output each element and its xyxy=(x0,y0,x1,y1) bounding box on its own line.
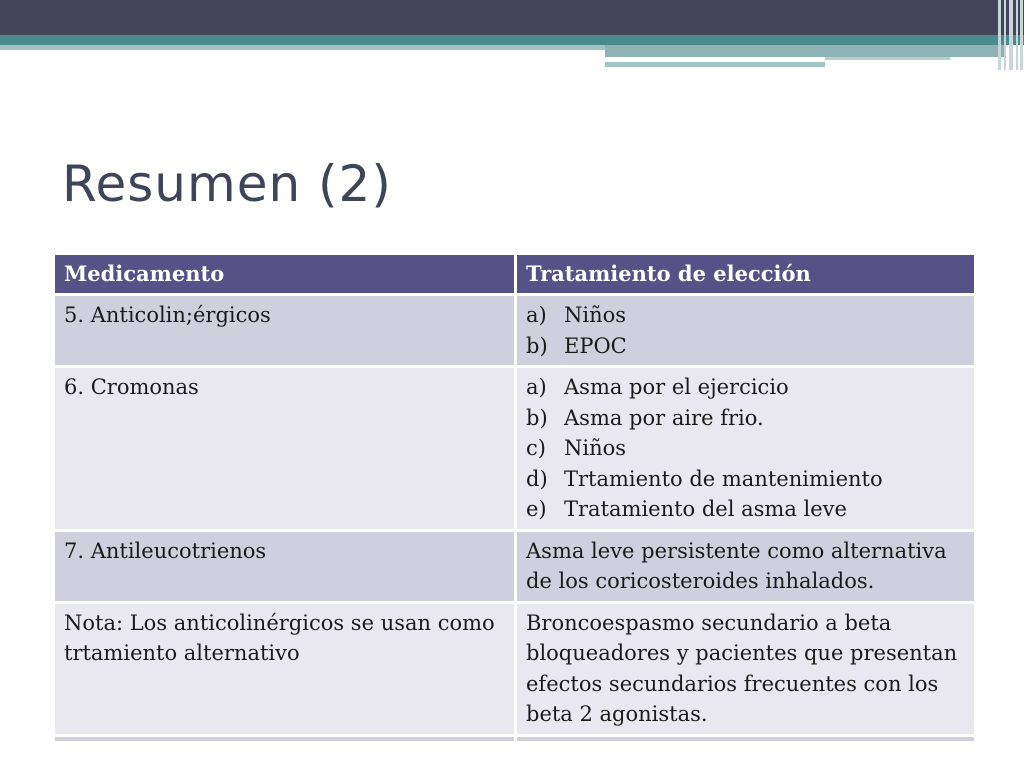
table-row xyxy=(54,367,976,531)
list-item-text: Niños xyxy=(564,436,627,460)
list-item xyxy=(526,331,966,362)
table-row xyxy=(54,530,976,602)
list-item-text: Asma por aire frio. xyxy=(564,405,764,430)
list-marker: e) xyxy=(526,497,547,521)
banner-light-band-right xyxy=(605,45,1005,57)
list-item-text: Niños xyxy=(564,303,627,327)
column-header-medicamento: Medicamento xyxy=(54,254,516,295)
drug-cell: Nota: Los anticolinérgicos se usan como trtamiento alternativo xyxy=(54,602,516,735)
drug-cell: 7. Antileucotrienos xyxy=(54,530,516,602)
empty-cell xyxy=(516,735,976,742)
list-item-text: Trtamiento de mantenimiento xyxy=(564,466,883,491)
empty-cell xyxy=(54,735,516,742)
list-marker: b) xyxy=(526,405,548,430)
slide-title: Resumen (2) xyxy=(62,155,392,213)
column-header-tratamiento: Tratamiento de elección xyxy=(516,254,976,295)
list-item xyxy=(526,372,966,403)
list-item xyxy=(526,403,966,434)
list-marker: b) xyxy=(526,333,548,358)
banner-stripes xyxy=(994,0,1024,70)
list-marker: a) xyxy=(526,375,547,399)
treatment-cell: Broncoespasmo secundario a beta bloqueadores y pacientes que presentan efectos secundarios frecuentes con los beta 2 agonistas. xyxy=(516,602,976,735)
treatment-cell xyxy=(516,367,976,531)
drug-cell: 6. Cromonas xyxy=(54,367,516,531)
list-marker: a) xyxy=(526,303,547,327)
drug-cell: 5. Anticolin;érgicos xyxy=(54,295,516,367)
list-item xyxy=(526,464,966,495)
list-marker: c) xyxy=(526,436,546,460)
list-item-text: Tratamiento del asma leve xyxy=(564,497,847,521)
list-item xyxy=(526,300,966,331)
list-item-text: EPOC xyxy=(564,333,627,358)
list-item xyxy=(526,433,966,464)
treatment-cell xyxy=(516,295,976,367)
summary-table xyxy=(52,252,977,744)
table-row xyxy=(54,295,976,367)
banner-accent-line xyxy=(605,62,825,67)
banner-dark-band xyxy=(0,0,1024,35)
slide-top-banner xyxy=(0,0,1024,70)
table-header-row xyxy=(54,254,976,295)
table-row xyxy=(54,602,976,735)
banner-light-band xyxy=(0,45,605,50)
list-item-text: Asma por el ejercicio xyxy=(564,375,789,399)
treatment-list xyxy=(526,300,966,361)
list-marker: d) xyxy=(526,466,548,491)
list-item xyxy=(526,494,966,525)
treatment-cell: Asma leve persistente como alternativa de los coricosteroides inhalados. xyxy=(516,530,976,602)
table-row-partial xyxy=(54,735,976,742)
treatment-list xyxy=(526,372,966,525)
banner-accent-line-thin xyxy=(825,57,950,60)
banner-teal-band xyxy=(0,35,1024,45)
